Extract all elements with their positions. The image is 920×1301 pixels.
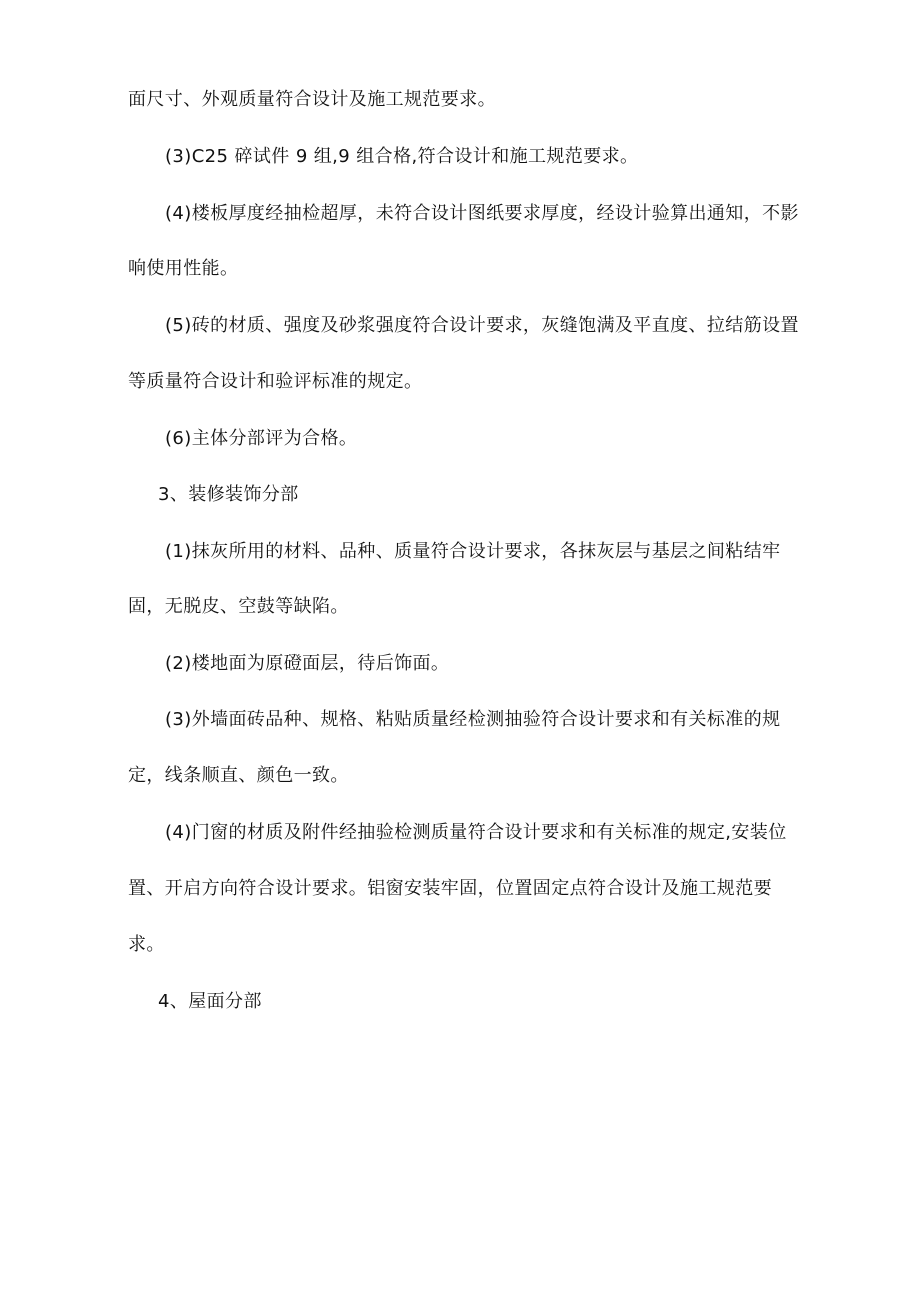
text-line: 求。 [128, 934, 165, 955]
text-line: (1)抹灰所用的材料、品种、质量符合设计要求，各抹灰层与基层之间粘结牢 [165, 541, 781, 562]
text-line: 定，线条顺直、颜色一致。 [128, 765, 349, 786]
text-line: 置、开启方向符合设计要求。铝窗安装牢固，位置固定点符合设计及施工规范要 [128, 878, 772, 899]
text-line: (4)楼板厚度经抽检超厚，未符合设计图纸要求厚度，经设计验算出通知，不影 [165, 203, 799, 224]
text-line: (3)C25 碎试件 9 组,9 组合格,符合设计和施工规范要求。 [165, 146, 639, 167]
section-heading: 3、装修装饰分部 [158, 484, 299, 505]
text-line: 响使用性能。 [128, 258, 239, 279]
text-line: (5)砖的材质、强度及砂浆强度符合设计要求，灰缝饱满及平直度、拉结筋设置 [165, 315, 799, 336]
text-line: 等质量符合设计和验评标准的规定。 [128, 371, 423, 392]
section-heading: 4、屋面分部 [158, 991, 262, 1012]
text-line: (3)外墙面砖品种、规格、粘贴质量经检测抽验符合设计要求和有关标准的规 [165, 709, 781, 730]
text-line: 面尺寸、外观质量符合设计及施工规范要求。 [128, 89, 496, 110]
text-line: 固，无脱皮、空鼓等缺陷。 [128, 596, 349, 617]
text-line: (4)门窗的材质及附件经抽验检测质量符合设计要求和有关标准的规定,安装位 [165, 822, 787, 843]
text-line: (2)楼地面为原磴面层，待后饰面。 [165, 653, 450, 674]
text-line: (6)主体分部评为合格。 [165, 428, 358, 449]
